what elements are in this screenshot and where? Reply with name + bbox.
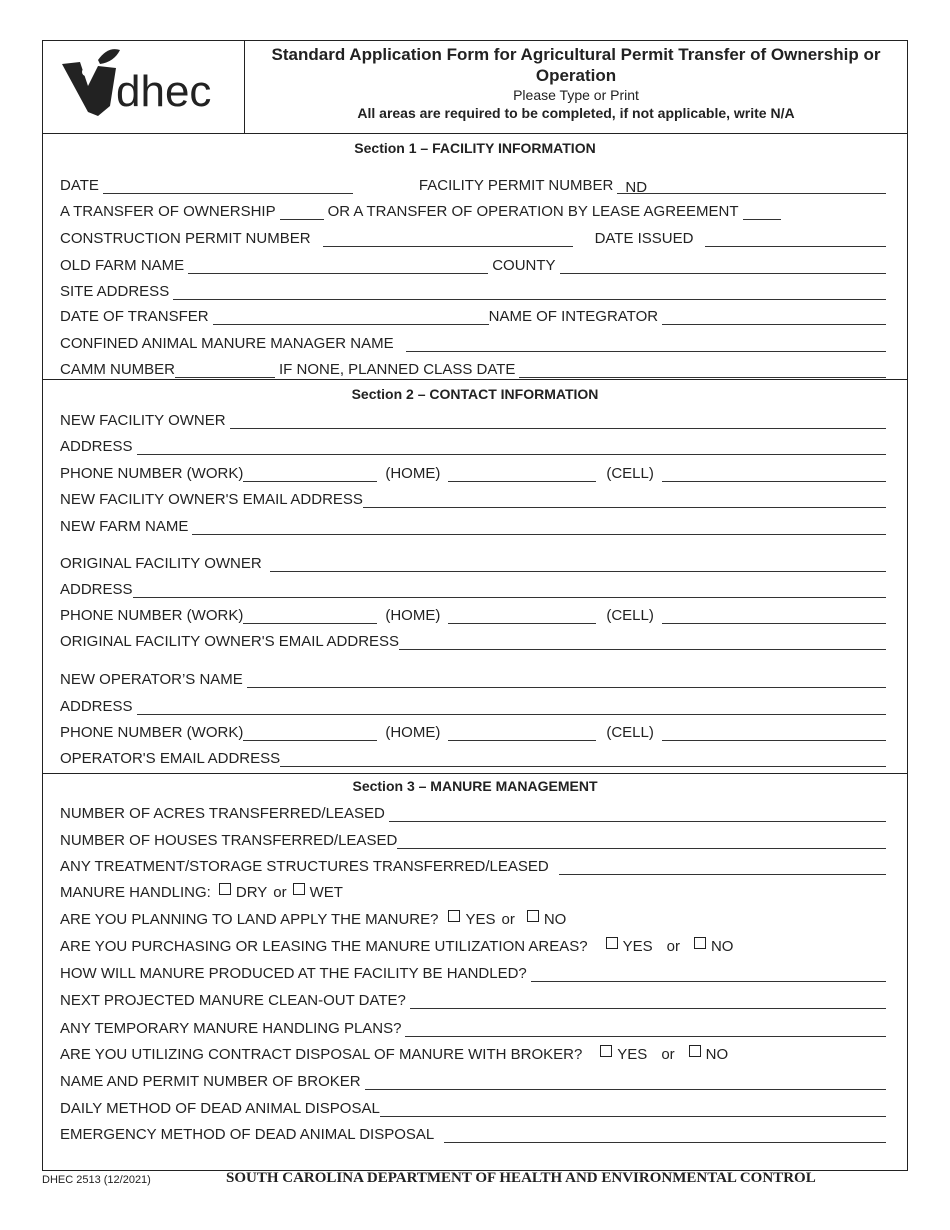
row-acres: [60, 804, 890, 822]
label: DRY: [235, 884, 268, 901]
acres-field[interactable]: [389, 807, 886, 822]
new-owner-field[interactable]: [230, 414, 886, 429]
row-handling: [60, 883, 890, 901]
facility-permit-field[interactable]: [617, 179, 886, 194]
form-title: Standard Application Form for Agricultural Permit Transfer of Ownership or Operation: [271, 45, 881, 85]
row-broker: [60, 1072, 890, 1090]
divider: [42, 379, 908, 380]
label: ARE YOU PLANNING TO LAND APPLY THE MANURE?: [60, 911, 439, 928]
label: NAME OF INTEGRATOR: [488, 308, 659, 325]
label: NUMBER OF HOUSES TRANSFERRED/LEASED: [60, 832, 398, 849]
site-address-field[interactable]: [173, 285, 886, 300]
label: NEW OPERATOR’S NAME: [60, 671, 243, 688]
section-3-heading: Section 3 – MANURE MANAGEMENT: [352, 778, 598, 794]
label: SITE ADDRESS: [60, 283, 170, 300]
emergency-disposal-field[interactable]: [444, 1128, 886, 1143]
phone-work-field[interactable]: [243, 726, 377, 741]
orig-owner-field[interactable]: [270, 557, 886, 572]
integrator-field[interactable]: [662, 310, 886, 325]
camm-name-field[interactable]: [406, 337, 886, 352]
new-owner-email-field[interactable]: [363, 493, 886, 508]
phone-work-field[interactable]: [243, 467, 377, 482]
label: or: [501, 911, 515, 928]
row-land-apply: [60, 910, 890, 928]
label: ADDRESS: [60, 581, 133, 598]
label: NEW FACILITY OWNER: [60, 412, 226, 429]
label: NO: [710, 938, 734, 955]
label: ANY TREATMENT/STORAGE STRUCTURES TRANSFERRED/LEASED: [60, 858, 549, 875]
dhec-logo: [58, 46, 238, 121]
cleanout-field[interactable]: [410, 994, 886, 1009]
phone-home-field[interactable]: [448, 467, 596, 482]
row-transfer-type: [60, 202, 890, 220]
row-address: [60, 437, 890, 455]
camm-number-field[interactable]: [175, 363, 275, 378]
no-checkbox[interactable]: [694, 937, 706, 949]
row-houses: [60, 831, 890, 849]
old-farm-field[interactable]: [188, 259, 488, 274]
new-farm-field[interactable]: [192, 520, 886, 535]
row-orig-address: [60, 580, 890, 598]
row-contract: [60, 1045, 890, 1063]
orig-address-field[interactable]: [133, 583, 886, 598]
broker-field[interactable]: [365, 1075, 886, 1090]
label: NO: [543, 911, 567, 928]
label: NEW FACILITY OWNER'S EMAIL ADDRESS: [60, 491, 363, 508]
label: PHONE NUMBER (WORK): [60, 724, 244, 741]
row-purchasing: [60, 937, 890, 955]
label: HOW WILL MANURE PRODUCED AT THE FACILITY BE HANDLED?: [60, 965, 527, 982]
row-structures: [60, 857, 890, 875]
label: (CELL): [606, 465, 654, 482]
construction-permit-field[interactable]: [323, 232, 573, 247]
yes-checkbox[interactable]: [600, 1045, 612, 1057]
section-1-heading: Section 1 – FACILITY INFORMATION: [354, 140, 596, 156]
structures-field[interactable]: [559, 860, 886, 875]
label: ORIGINAL FACILITY OWNER'S EMAIL ADDRESS: [60, 633, 400, 650]
label: EMERGENCY METHOD OF DEAD ANIMAL DISPOSAL: [60, 1126, 435, 1143]
label: CONSTRUCTION PERMIT NUMBER: [60, 230, 311, 247]
label: NO: [705, 1046, 729, 1063]
label: DATE: [60, 177, 99, 194]
yes-checkbox[interactable]: [606, 937, 618, 949]
date-field[interactable]: [103, 179, 353, 194]
label: COUNTY: [492, 257, 556, 274]
label: (HOME): [385, 607, 441, 624]
label: (CELL): [606, 724, 654, 741]
row-operator-phone: [60, 723, 890, 741]
row-camm-number: [60, 360, 890, 378]
dry-checkbox[interactable]: [219, 883, 231, 895]
label: or: [273, 884, 287, 901]
label: FACILITY PERMIT NUMBER: [418, 177, 614, 194]
row-new-farm: [60, 517, 890, 535]
label: OPERATOR'S EMAIL ADDRESS: [60, 750, 281, 767]
row-orig-email: [60, 632, 890, 650]
label: PHONE NUMBER (WORK): [60, 607, 244, 624]
label: CONFINED ANIMAL MANURE MANAGER NAME: [60, 335, 394, 352]
label: MANURE HANDLING:: [60, 884, 211, 901]
label: ORIGINAL FACILITY OWNER: [60, 555, 262, 572]
label: YES: [465, 911, 496, 928]
orig-email-field[interactable]: [399, 635, 886, 650]
permit-value: ND: [625, 179, 648, 196]
label: or: [661, 1046, 675, 1063]
phone-cell-field[interactable]: [662, 609, 886, 624]
label: NAME AND PERMIT NUMBER OF BROKER: [60, 1073, 361, 1090]
row-date: [60, 176, 890, 194]
divider: [42, 773, 908, 774]
form-id: DHEC 2513 (12/2021): [42, 1174, 151, 1186]
row-operator: [60, 670, 890, 688]
row-date-transfer: [60, 307, 890, 325]
row-operator-email: [60, 749, 890, 767]
daily-disposal-field[interactable]: [380, 1102, 886, 1117]
label: NUMBER OF ACRES TRANSFERRED/LEASED: [60, 805, 385, 822]
label: A TRANSFER OF OWNERSHIP: [60, 203, 276, 220]
phone-work-field[interactable]: [243, 609, 377, 624]
agency-name: SOUTH CAROLINA DEPARTMENT OF HEALTH AND ENVIRONMENTAL CONTROL: [226, 1170, 816, 1186]
how-field[interactable]: [531, 967, 886, 982]
row-orig-owner: [60, 554, 890, 572]
label: PHONE NUMBER (WORK): [60, 465, 244, 482]
label: DATE OF TRANSFER: [60, 308, 209, 325]
county-field[interactable]: [560, 259, 886, 274]
label: OR A TRANSFER OF OPERATION BY LEASE AGREEMENT: [327, 203, 739, 220]
date-issued-field[interactable]: [705, 232, 886, 247]
row-how: [60, 964, 890, 982]
phone-cell-field[interactable]: [662, 467, 886, 482]
label: DATE ISSUED: [594, 230, 694, 247]
label: NEXT PROJECTED MANURE CLEAN-OUT DATE?: [60, 992, 406, 1009]
row-operator-address: [60, 697, 890, 715]
label: CAMM NUMBER: [60, 361, 175, 378]
row-construction: [60, 229, 890, 247]
row-emergency: [60, 1125, 890, 1143]
row-camm-name: [60, 334, 890, 352]
label: WET: [309, 884, 343, 901]
row-daily: [60, 1099, 890, 1117]
label: OLD FARM NAME: [60, 257, 185, 274]
label: YES: [622, 938, 653, 955]
label: ADDRESS: [60, 698, 133, 715]
form-subtitle: Please Type or Print: [513, 87, 639, 103]
section-2-heading: Section 2 – CONTACT INFORMATION: [351, 386, 599, 402]
row-phone: [60, 464, 890, 482]
label: YES: [617, 1046, 648, 1063]
label: (HOME): [385, 724, 441, 741]
ownership-field[interactable]: [280, 205, 324, 220]
row-new-owner: [60, 411, 890, 429]
label: ANY TEMPORARY MANURE HANDLING PLANS?: [60, 1020, 402, 1037]
houses-field[interactable]: [397, 834, 886, 849]
no-checkbox[interactable]: [689, 1045, 701, 1057]
divider: [42, 133, 908, 134]
svg-text:dhec: dhec: [116, 67, 212, 116]
form-instruction: All areas are required to be completed, if not applicable, write N/A: [357, 105, 795, 121]
label: (CELL): [606, 607, 654, 624]
wet-checkbox[interactable]: [293, 883, 305, 895]
operation-field[interactable]: [743, 205, 781, 220]
yes-checkbox[interactable]: [448, 910, 460, 922]
row-new-owner-email: [60, 490, 890, 508]
class-date-field[interactable]: [519, 363, 886, 378]
label: DAILY METHOD OF DEAD ANIMAL DISPOSAL: [60, 1100, 380, 1117]
operator-email-field[interactable]: [280, 752, 886, 767]
no-checkbox[interactable]: [527, 910, 539, 922]
phone-cell-field[interactable]: [662, 726, 886, 741]
address-field[interactable]: [137, 440, 886, 455]
label: NEW FARM NAME: [60, 518, 189, 535]
row-orig-phone: [60, 606, 890, 624]
phone-home-field[interactable]: [448, 609, 596, 624]
row-temporary: [60, 1019, 890, 1037]
label: ARE YOU PURCHASING OR LEASING THE MANURE UTILIZATION AREAS?: [60, 938, 588, 955]
temporary-field[interactable]: [405, 1022, 886, 1037]
date-of-transfer-field[interactable]: [213, 310, 489, 325]
label: or: [666, 938, 680, 955]
operator-address-field[interactable]: [137, 700, 886, 715]
row-old-farm: [60, 256, 890, 274]
row-site: [60, 282, 890, 300]
label: ADDRESS: [60, 438, 133, 455]
phone-home-field[interactable]: [448, 726, 596, 741]
operator-field[interactable]: [247, 673, 886, 688]
row-cleanout: [60, 991, 890, 1009]
label: (HOME): [385, 465, 441, 482]
label: IF NONE, PLANNED CLASS DATE: [279, 361, 516, 378]
label: ARE YOU UTILIZING CONTRACT DISPOSAL OF MANURE WITH BROKER?: [60, 1046, 583, 1063]
